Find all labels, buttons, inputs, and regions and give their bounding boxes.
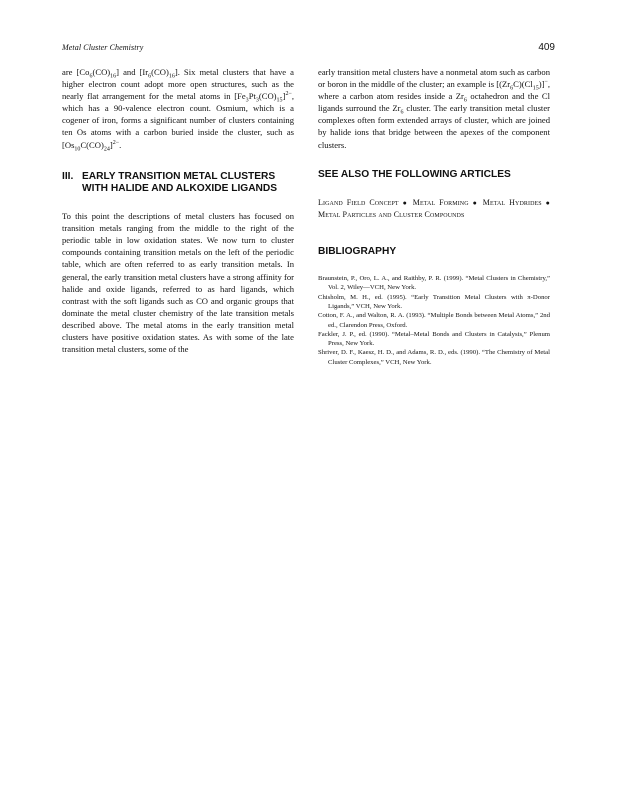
bibliography-entry: Fackler, J. P., ed. (1990). “Metal–Metal Bonds and Clusters in Catalysis,” Plenum Press, New York. (318, 330, 550, 348)
see-also-link-metal-particles[interactable]: Metal Particles and Cluster Compounds (318, 209, 465, 219)
bibliography-list (318, 274, 550, 367)
section-title: EARLY TRANSITION METAL CLUSTERS WITH HALIDE AND ALKOXIDE LIGANDS (82, 170, 278, 194)
page-number: 409 (538, 42, 555, 53)
see-also-heading: SEE ALSO THE FOLLOWING ARTICLES (318, 168, 511, 180)
bibliography-entry: Cotton, F. A., and Walton, R. A. (1993). “Multiple Bonds between Metal Atoms,” 2nd ed., Clarendon Press, Oxford. (318, 312, 550, 329)
running-title: Metal Cluster Chemistry (62, 43, 144, 52)
see-also-link-metal-forming[interactable]: Metal Forming (412, 197, 469, 207)
paragraph-nonmetal-atom-clusters: early transition metal clusters have a nonmetal atom such as carbon or boron in the middle of the cluster; an example is $[(Zr_6C)(Cl_{15})]^-$, where a carbon atom resides inside a $Zr_6$ octahedron and the Cl ligands surround the $Zr_6$ cluster. The early transition metal cluster complexes often form extended arrays of cluster, which are joined by halide ions that bridge between the apexes of the component clusters. (318, 67, 550, 150)
see-also-link-metal-hydrides[interactable]: Metal Hydrides (482, 197, 542, 207)
running-head (62, 43, 555, 55)
bibliography-entry: Chisholm, M. H., ed. (1995). “Early Transition Metal Clusters with π-Donor Ligands,” VCH, New York. (318, 293, 550, 310)
bibliography-heading: BIBLIOGRAPHY (318, 246, 397, 258)
paragraph-early-transition-metals: To this point the descriptions of metal clusters has focused on transition metals ranging from the middle to the right of the periodic table in low oxidation states. We now turn to cluster compounds containing transition metals on the left of the periodic table, which are often referred to as early transition metals. In general, the early transition metal clusters have a strong affinity for halide and oxide ligands, referred to as hard ligands, which contrast with the soft ligands such as CO and organic groups that dominate the metal cluster chemistry of the late transition metals described above. The metal atoms in the early transition metal clusters have positive oxidation states. As with some of the late transition metal clusters, some of the (62, 211, 294, 355)
section-number: III. (62, 170, 74, 182)
see-also-list (318, 197, 550, 221)
right-column (318, 66, 550, 367)
section-heading-iii (62, 171, 294, 195)
left-column (62, 66, 294, 355)
bullet-icon: ● (402, 198, 409, 207)
bullet-icon: ● (545, 198, 550, 207)
paragraph-six-metal-clusters: are $[Co_6(CO)_{16}]$ and $[Ir_6(CO)_{16}]$. Six metal clusters that have a higher electron count adopt more open structures, such as the nearly flat arrangement for the metal atoms in $[Fe_3Pt_3(CO)_{15}]^{2-}$, which has a 90-valence electron count. Osmium, which is a cogener of iron, forms a significant number of clusters containing ten Os atoms with a carbon buried inside the cluster, such as $[Os_{10}C(CO)_{24}]^{2-}$. (62, 67, 294, 153)
bibliography-entry: Braunstein, P., Oro, L. A., and Raithby, P. R. (1999). “Metal Clusters in Chemistry,” Vol. 2, Wiley—VCH, New York. (318, 275, 550, 292)
see-also-link-ligand-field-concept[interactable]: Ligand Field Concept (318, 197, 399, 207)
bullet-icon: ● (472, 198, 479, 207)
bibliography-entry: Shriver, D. F., Kaesz, H. D., and Adams, R. D., eds. (1990). “The Chemistry of Metal Cluster Complexes,” VCH, New York. (318, 349, 550, 366)
